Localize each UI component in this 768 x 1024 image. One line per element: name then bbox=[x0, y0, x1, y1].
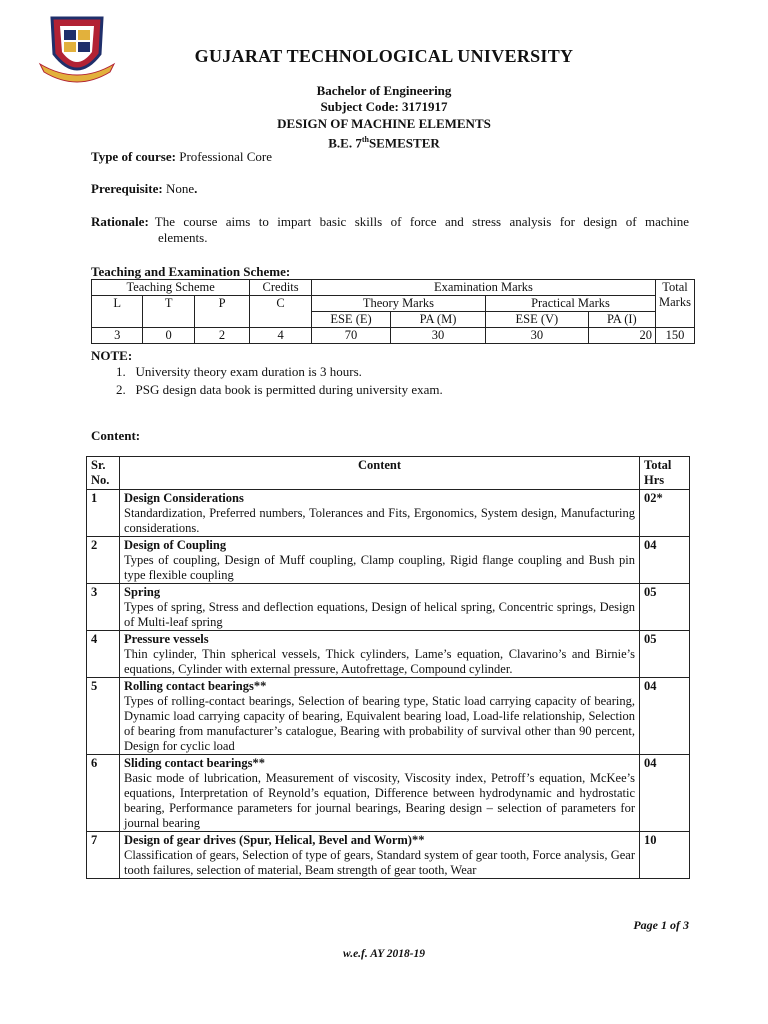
content-title: Content: bbox=[91, 428, 141, 443]
effective-from: w.e.f. AY 2018-19 bbox=[342, 948, 426, 960]
ese-e-header: ESE (E) bbox=[311, 312, 390, 328]
content-table bbox=[86, 456, 690, 879]
p-value: 2 bbox=[194, 328, 249, 344]
practical-marks-header: Practical Marks bbox=[485, 296, 655, 312]
subject-name: DESIGN OF MACHINE ELEMENTS bbox=[277, 116, 491, 131]
pa-i-header: PA (I) bbox=[588, 312, 655, 328]
p-header: P bbox=[194, 296, 249, 328]
teaching-scheme-header: Teaching Scheme bbox=[92, 280, 250, 296]
subject-code: Subject Code: 3171917 bbox=[320, 99, 448, 114]
note-item: 1. University theory exam duration is 3 hours. bbox=[116, 364, 362, 379]
total-hrs-header: Total Hrs bbox=[640, 457, 690, 490]
degree: Bachelor of Engineering bbox=[316, 83, 452, 98]
c-header: C bbox=[250, 296, 312, 328]
ese-e-value: 70 bbox=[311, 328, 390, 344]
sr-no-header: Sr. No. bbox=[87, 457, 120, 490]
table-row: 6 Sliding contact bearings** Basic mode of lubrication, Measurement of viscosity, Viscosity index, Petroff’s equation, McKee’s equations, Interpretation of Reynold’s equation, Difference between hydrodynamic and hydrostatic bearing, Performance parameters for journal bearings, Bearing design – selection of parameters for journal bearing 04 bbox=[87, 755, 690, 832]
table-row: 1 Design Considerations Standardization, Preferred numbers, Tolerances and Fits, Ergonomics, System design, Manufacturing considerations. 02* bbox=[87, 490, 690, 537]
l-header: L bbox=[92, 296, 143, 328]
theory-marks-header: Theory Marks bbox=[311, 296, 485, 312]
l-value: 3 bbox=[92, 328, 143, 344]
ese-v-value: 30 bbox=[485, 328, 588, 344]
table-row: 7 Design of gear drives (Spur, Helical, Bevel and Worm)** Classification of gears, Selection of type of gears, Standard system of gear tooth, Force analysis, Gear tooth failures, selection of material, Beam strength of gear tooth, Wear 10 bbox=[87, 832, 690, 879]
scheme-title: Teaching and Examination Scheme: bbox=[91, 264, 291, 279]
note-item: 2. PSG design data book is permitted during university exam. bbox=[116, 382, 443, 397]
note-title: NOTE: bbox=[91, 348, 133, 363]
pa-m-value: 30 bbox=[391, 328, 486, 344]
t-header: T bbox=[143, 296, 194, 328]
semester: B.E. 7thSEMESTER bbox=[328, 135, 440, 151]
pa-i-value: 20 bbox=[588, 328, 655, 344]
teaching-exam-scheme-table bbox=[91, 279, 695, 344]
page-number: Page 1 of 3 bbox=[633, 918, 689, 932]
c-value: 4 bbox=[250, 328, 312, 344]
content-header: Content bbox=[120, 457, 640, 490]
course-type: Type of course: Professional Core bbox=[91, 149, 273, 164]
table-row: 2 Design of Coupling Types of coupling, Design of Muff coupling, Clamp coupling, Rigid flange coupling and Bush pin type flexible coupling 04 bbox=[87, 537, 690, 584]
prerequisite: Prerequisite: None. bbox=[91, 181, 198, 196]
table-row: 5 Rolling contact bearings** Types of rolling-contact bearings, Selection of bearing type, Static load carrying capacity of bearing, Dynamic load carrying capacity of bearing, Equivalent bearing load, Load-life relationship, Selection of bearing from manufacturer’s catalogue, Bearing with probability of survival other than 90 percent, Design for cyclic load 04 bbox=[87, 678, 690, 755]
total-marks-header: Total Marks bbox=[655, 280, 694, 328]
total-value: 150 bbox=[655, 328, 694, 344]
t-value: 0 bbox=[143, 328, 194, 344]
university-name: GUJARAT TECHNOLOGICAL UNIVERSITY bbox=[194, 46, 574, 66]
credits-header: Credits bbox=[250, 280, 312, 296]
pa-m-header: PA (M) bbox=[391, 312, 486, 328]
ese-v-header: ESE (V) bbox=[485, 312, 588, 328]
table-row: 4 Pressure vessels Thin cylinder, Thin spherical vessels, Thick cylinders, Lame’s equation, Clavarino’s and Birnie’s equations, Cylinder with external pressure, Autofrettage, Compound cylinder. 05 bbox=[87, 631, 690, 678]
rationale: Rationale: The course aims to impart basic skills of force and stress analysis for design of machine elements. bbox=[91, 214, 689, 245]
table-row: 3 Spring Types of spring, Stress and deflection equations, Design of helical spring, Concentric springs, Design of Multi-leaf spring 05 bbox=[87, 584, 690, 631]
exam-marks-header: Examination Marks bbox=[311, 280, 655, 296]
